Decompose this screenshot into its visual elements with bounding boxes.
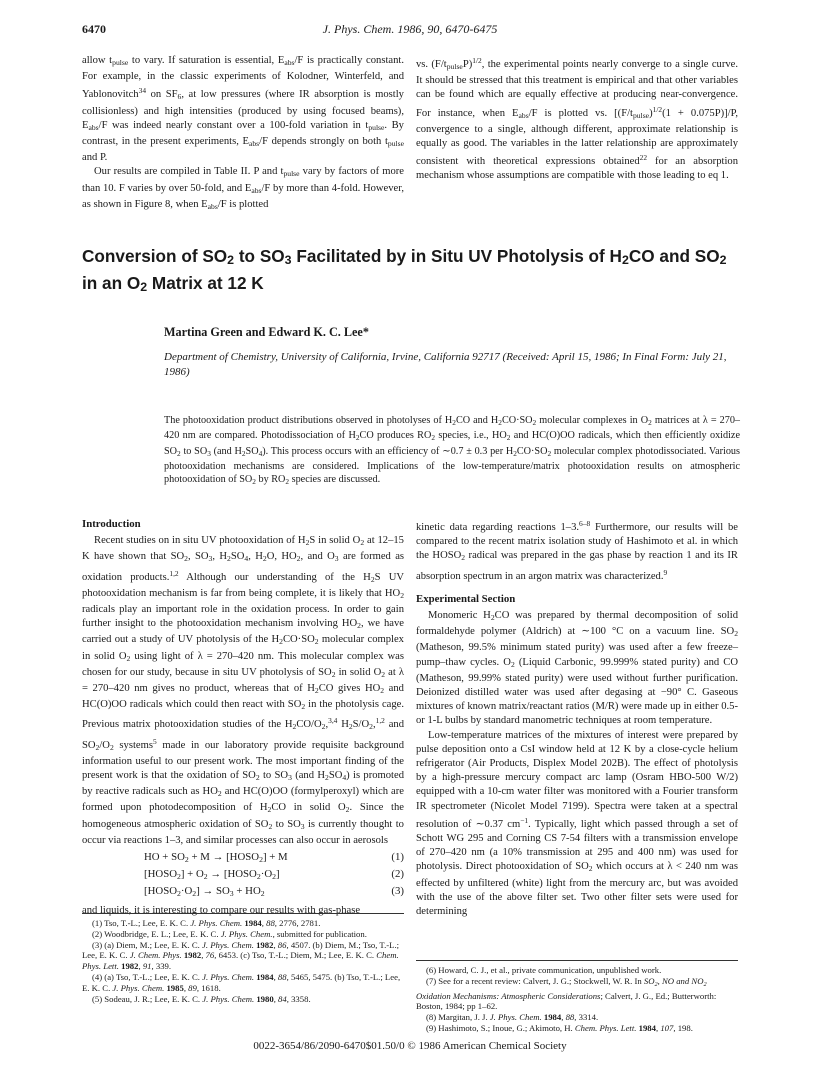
footnote: (1) Tso, T.-L.; Lee, E. K. C. J. Phys. Chem. 1984, 88, 2776, 2781. xyxy=(92,918,321,928)
footnote: (6) Howard, C. J., et al., private communication, unpublished work. xyxy=(426,965,662,975)
experimental-para-1: Monomeric $H_2CO$ was prepared by thermal decomposition of solid formaldehyde polymer (Aldrich) at ∼100 °C on a vacuum line. $SO_2$ (Matheson, 99.5% minimum stated purity) was used after a few freeze–pump–thaw cycles. $O_2$ (Liquid Carbonic, 99.999% stated purity) and CO (Matheson, 99.99% stated purity) were used without further purification. Deionized distilled water was used after degasing at −90° C. Gaseous mixtures of known matrix/reactant ratios (M/R) were made up in either 0.5- or 1-L bulbs by standard manometric techniques at room temperature. xyxy=(416,610,738,727)
equation-3-text: $[HOSO_2\cdot O_2] \to SO_3 + HO_2$ xyxy=(144,885,265,899)
footnote-rule-left xyxy=(82,913,404,914)
prev-article-right-para: vs. $(F/t_{pulse}P)^{1/2}$, the experimental points nearly converge to a single curve. It should be stressed that this treatment is empirical and that other variables can be found which are equally effective at producing near-convergence. For instance, when $E_{abs}/F$ is plotted vs. $[(F/t_{pulse})^{1/2}(1 + 0.075P)]/P$, convergence to a single, although different, approximate relationship is equally as good. The variables in the latter relationship are approximately consistent with theoretical expressions obtained$^{22}$ for an absorption mechanism whose assumptions are compatible with those leading to eq 1. xyxy=(416,56,738,182)
article-affiliation: Department of Chemistry, University of California, Irvine, California 92717 (Received: April 15, 1986; In Final Form: July 21, 1986) xyxy=(164,351,727,378)
equation-2-text: $[HOSO_2] + O_2$ → $[HOSO_2\cdot O_2]$ xyxy=(144,868,280,882)
page-number: 6470 xyxy=(82,22,106,36)
body-right-column xyxy=(416,517,738,919)
prev-article-left-para: allow $t_{pulse}$ to vary. If saturation is essential, $E_{abs}/F$ is practically constant. For example, in the classic experiments of Kolodner, Winterfeld, and Yablonovitch$^{34}$ on $SF_6$, at low pressures (where IR absorption is mostly collisionless) and high intensities (produced by using focused beams), $E_{abs}/F$ was indeed nearly constant over a 100-fold variation in $t_{pulse}$. By contrast, in the present experiments, $E_{abs}/F$ depends strongly on both $t_{pulse}$ and P. xyxy=(82,55,405,164)
journal-header: J. Phys. Chem. 1986, 90, 6470-6475 xyxy=(322,22,498,36)
prev-article-left xyxy=(82,54,404,214)
equation-2 xyxy=(82,867,404,884)
footnote: (4) (a) Tso, T.-L.; Lee, E. K. C. J. Phys. Chem. 1984, 88, 5465, 5475. (b) Tso, T.-L.; Lee, E. K. C. J. Phys. Chem. 1985, 89, 1618. xyxy=(82,971,401,993)
equation-1-number: (1) xyxy=(391,851,404,864)
footnotes-left xyxy=(82,918,404,1004)
equation-3 xyxy=(82,884,404,901)
prev-article-right xyxy=(416,54,738,184)
footnote-rule-right xyxy=(416,960,738,961)
article-authors: Martina Green and Edward K. C. Lee* xyxy=(164,325,369,339)
copyright-footer: 0022-3654/86/2090-6470$01.50/0 © 1986 American Chemical Society xyxy=(253,1040,567,1052)
experimental-para-2: Low-temperature matrices of the mixtures of interest were prepared by pulse deposition onto a CsI window held at 12 K by a close-cycle helium refrigerator (Air Products, Displex Model 202B). The effect of photolysis by a high-pressure mercury compact arc lamp (Osram HBO-500 W/2) equipped with a 10-cm water filter was monitored with a Fourier transform IR spectrometer (Nicolet Model 7199). Spectra were taken at a spectral resolution of ∼0.37 $cm^{-1}$. Typically, light which passed through a set of Schott WG 295 and Corning CS 7-54 filters with a transmission envelope of 270–420 nm (a 10% transmission at 295 and 400 nm) was used for photolysis. Direct photooxidation of $SO_2$ which occurs at λ < 240 nm was effected by unfiltered (white) light from the mercury arc, but was avoided with the use of the above filter set. Two other filter sets were used for determining xyxy=(416,729,738,918)
article-abstract: The photooxidation product distributions observed in photolyses of $H_2CO$ and $H_2CO\cdot SO_2$ molecular complexes in $O_2$ matrices at λ = 270–420 nm are compared. Photodissociation of $H_2CO$ produces $RO_2$ species, i.e., $HO_2$ and HC(O)OO radicals, which then efficiently oxidize $SO_2$ to $SO_3$ (and $H_2SO_4$). This process occurs with an efficiency of ∼0.7 ± 0.3 per $H_2CO\cdot SO_2$ molecular complex photodissociated. Various photooxidation mechanisms are considered. Implications of the low-temperature/matrix photooxidation results on atmospheric photooxidation of $SO_2$ by $RO_2$ species are discussed. xyxy=(164,415,741,487)
body-left-column xyxy=(82,517,404,918)
experimental-heading: Experimental Section xyxy=(416,592,516,605)
intro-heading: Introduction xyxy=(82,518,141,530)
equation-1 xyxy=(82,850,404,867)
prev-article-left-para2: Our results are compiled in Table II. P and $t_{pulse}$ vary by factors of more than 10. F varies by over 50-fold, and $E_{abs}/F$ by more than 4-fold. However, as shown in Figure 8, when $E_{abs}/F$ is plotted xyxy=(82,166,405,211)
intro-continuation: kinetic data regarding reactions 1–3.$^{6-8}$ Furthermore, our results will be compared to the recent matrix isolation study of Hashimoto et al. in which the $HOSO_2$ radical was prepared in the gas phase by reaction 1 and its IR absorption spectrum in an argon matrix was characterized.$^9$ xyxy=(416,519,738,582)
footnotes-right xyxy=(416,965,738,1034)
footnote: (5) Sodeau, J. R.; Lee, E. K. C. J. Phys. Chem. 1980, 84, 3358. xyxy=(92,993,311,1004)
footnote: (8) Margitan, J. J. J. Phys. Chem. 1984, 88, 3314. xyxy=(426,1012,599,1023)
equation-3-number: (3) xyxy=(391,885,404,898)
equation-2-number: (2) xyxy=(391,868,404,881)
footnote: (3) (a) Diem, M.; Lee, E. K. C. J. Phys. Chem. 1982, 86, 4507. (b) Diem, M.; Tso, T.-L.; Lee, E. K. C. J. Chem. Phys. 1982, 76, 6453. (c) Tso, T.-L.; Diem, M.; Lee, E. K. C. Chem. Phys. Lett. 1982, 91, 339. xyxy=(82,939,400,972)
intro-after-equations: and liquids, it is interesting to compare our results with gas-phase xyxy=(82,905,361,917)
article-title: Conversion of $SO_2$ to $SO_3$ Facilitated by in Situ UV Photolysis of $H_2CO$ and $SO_2$ in an $O_2$ Matrix at 12 K xyxy=(82,246,727,294)
equations xyxy=(82,850,404,901)
footnote: (2) Woodbridge, E. L.; Lee, E. K. C. J. Phys. Chem., submitted for publication. xyxy=(92,928,367,939)
footnote: (7) See for a recent review: Calvert, J. G.; Stockwell, W. R. In $SO_2$, NO and $NO_2$ Oxidation Mechanisms: Atmospheric Considerations; Calvert, J. G., Ed.; Butterworth: Boston, 1984; pp 1–62. xyxy=(416,975,717,1012)
equation-1-text: HO + $SO_2 + M$ → $[HOSO_2] + M$ xyxy=(144,851,288,865)
intro-para: Recent studies on in situ UV photooxidation of $H_2S$ in solid $O_2$ at 12–15 K have shown that $SO_2$, $SO_3$, $H_2SO_4$, $H_2O$, $HO_2$, and $O_3$ are formed as oxidation products.$^{1,2}$ Although our understanding of the $H_2S$ UV photooxidation mechanism is far from being complete, it is likely that $HO_2$ radicals play an important role in the oxidation process. In order to gain further insight to the photooxidation mechanism involving $HO_2$, we have carried out a study of UV photolysis of the $H_2CO\cdot SO_2$ molecular complex in solid $O_2$ using light of λ = 270–420 nm. This molecular complex was chosen for our study, because in situ UV photolysis of $SO_2$ in solid $O_2$ at λ = 270–420 nm gives no product, whereas that of $H_2CO$ gives $HO_2$ and HC(O)OO radicals which could then react with $SO_2$ in the photolysis cage. Previous matrix photooxidation studies of the $H_2CO/O_2,^{3,4}$ $H_2S/O_2,^{1,2}$ and $SO_2/O_2$ systems$^5$ made in our laboratory provide requisite background information useful to our present work. The most important finding of the present work is that the oxidation of $SO_2$ to $SO_3$ (and $H_2SO_4$) is promoted by reactive radicals such as $HO_2$ and HC(O)OO (formylperoxyl) which are formed upon photodecomposition of $H_2CO$ in solid $O_2$. Since the homogeneous atmospheric oxidation of $SO_2$ to $SO_3$ is currently thought to occur via reactions 1–3, and similar processes can also occur in aerosols xyxy=(82,535,405,846)
footnote: (9) Hashimoto, S.; Inoue, G.; Akimoto, H. Chem. Phys. Lett. 1984, 107, 198. xyxy=(426,1022,693,1033)
